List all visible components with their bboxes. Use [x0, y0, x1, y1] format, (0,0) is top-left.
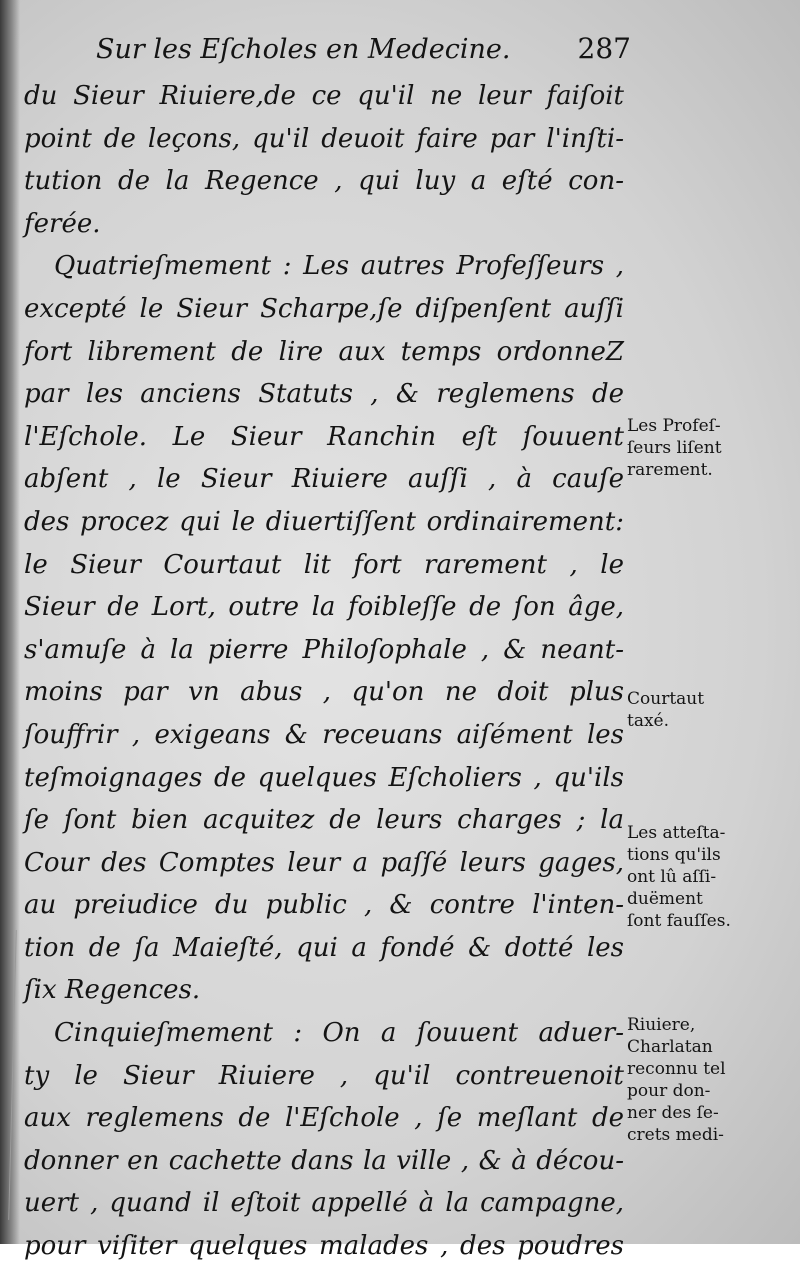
text-line: tion de ſa Maieſté, qui a fondé & dotté les [24, 932, 624, 963]
text-line: point de leçons, qu'il deuoit faire par l'inſti- [24, 123, 624, 154]
margin-note-line: Riuiere, [627, 1015, 696, 1035]
margin-note-line: reconnu tel [627, 1059, 726, 1079]
margin-note-line: Les atteſta- [627, 823, 726, 843]
running-header [96, 30, 631, 78]
margin-note-line: Charlatan [627, 1037, 713, 1057]
page-gutter-shadow [0, 0, 20, 1244]
margin-note-riuiere [627, 1014, 797, 1146]
text-line: ſouffrir , exigeans & receuans aiſément les [24, 719, 624, 750]
text-line: ty le Sieur Riuiere , qu'il contreuenoit [24, 1060, 624, 1091]
text-line: donner en cachette dans la ville , & à décou- [24, 1145, 624, 1176]
text-line: le Sieur Courtaut lit fort rarement , le [24, 549, 624, 580]
running-title: Sur les Eſcholes en Medecine. [96, 34, 511, 65]
page-number: 287 [577, 32, 631, 65]
text-line: tution de la Regence , qui luy a eſté con- [24, 166, 624, 197]
text-line: Quatrieſmement : Les autres Profeſſeurs , [54, 251, 624, 282]
margin-note-line: taxé. [627, 711, 670, 731]
margin-note-courtaut [627, 688, 797, 732]
text-line: l'Eſchole. Le Sieur Ranchin eſt ſouuent [24, 421, 624, 452]
margin-note-line: crets medi- [627, 1125, 724, 1145]
margin-note-line: duëment [627, 889, 703, 909]
text-line: ſix Regences. [24, 975, 201, 1006]
text-line: par les anciens Statuts , & reglemens de [24, 379, 624, 410]
text-line: des procez qui le diuertiſſent ordinairement: [24, 506, 624, 537]
text-line: uert , quand il eſtoit appellé à la campagne, [24, 1188, 624, 1219]
text-line: moins par vn abus , qu'on ne doit plus [24, 677, 624, 708]
margin-note-line: pour don- [627, 1081, 711, 1101]
text-line: Sieur de Lort, outre la foibleſſe de ſon âge, [24, 592, 624, 623]
margin-note-line: Les Profeſ- [627, 416, 721, 436]
margin-note-line: Courtaut [627, 689, 705, 709]
text-line: excepté le Sieur Scharpe,ſe diſpenſent auſſi [24, 293, 624, 324]
text-line: ſe ſont bien acquitez de leurs charges ; la [24, 805, 624, 836]
text-line: pour viſiter quelques malades , des poudres [24, 1231, 624, 1262]
margin-note-professeurs [627, 415, 797, 481]
text-line: s'amuſe à la pierre Philoſophale , & neant- [24, 634, 624, 665]
margin-note-line: tions qu'ils [627, 845, 721, 865]
text-line: fort librement de lire aux temps ordonneZ [24, 336, 624, 367]
text-line: Cinquieſmement : On a ſouuent aduer- [54, 1018, 624, 1049]
margin-note-line: ont lû aſſi- [627, 867, 717, 887]
margin-note-line: ſont fauſſes. [627, 911, 731, 931]
text-line: abſent , le Sieur Riuiere auſſi , à cauſe [24, 464, 624, 495]
text-line: au preiudice du public , & contre l'inten- [24, 890, 624, 921]
margin-note-line: rarement. [627, 460, 713, 480]
text-line: ferée. [24, 208, 101, 239]
margin-note-line: ſeurs liſent [627, 438, 722, 458]
body-text [24, 75, 624, 1268]
margin-note-line: ner des ſe- [627, 1103, 719, 1123]
text-line: Cour des Comptes leur a paſſé leurs gages, [24, 847, 624, 878]
text-line: teſmoignages de quelques Eſcholiers , qu'ils [24, 762, 624, 793]
text-line: aux reglemens de l'Eſchole , ſe meſlant de [24, 1103, 624, 1134]
margin-note-attestations [627, 822, 797, 932]
text-line: du Sieur Riuiere,de ce qu'il ne leur faiſoit [24, 81, 624, 111]
